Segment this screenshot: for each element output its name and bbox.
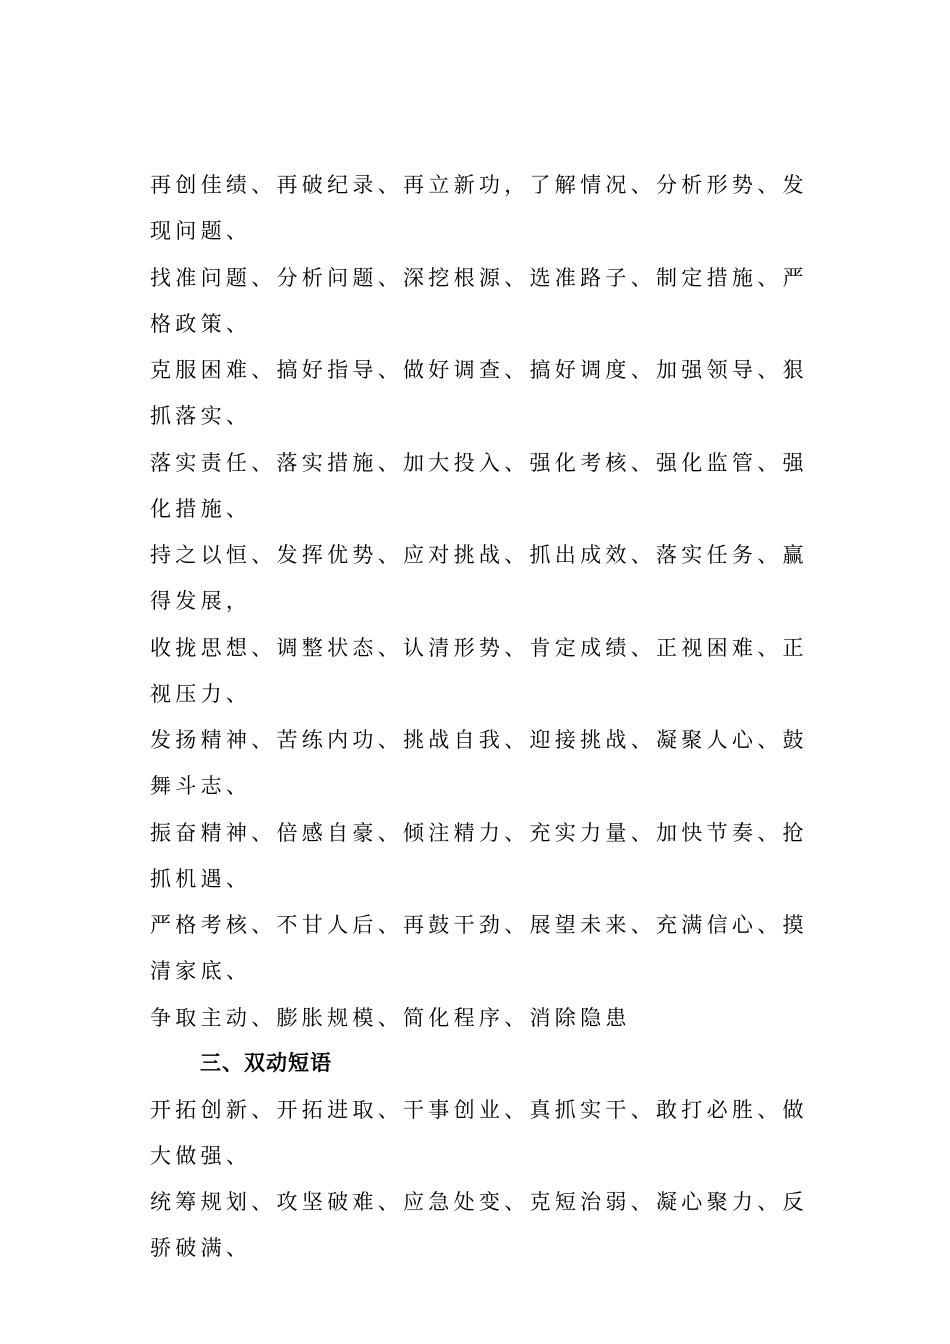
phrase-paragraph-10: 争取主动、膨胀规模、简化程序、消除隐患 <box>150 1006 631 1030</box>
phrase-paragraph-8: 振奋精神、倍感自豪、倾注精力、充实力量、加快节奏、抢抓机遇、 <box>150 821 808 891</box>
phrase-paragraph-7: 发扬精神、苦练内功、挑战自我、迎接挑战、凝聚人心、鼓舞斗志、 <box>150 728 808 798</box>
phrase-paragraph-1: 再创佳绩、再破纪录、再立新功，了解情况、分析形势、发现问题、 <box>150 173 808 243</box>
phrase-paragraph-12: 统筹规划、攻坚破难、应急处变、克短治弱、凝心聚力、反骄破满、 <box>150 1190 808 1260</box>
phrase-paragraph-5: 持之以恒、发挥优势、应对挑战、抓出成效、落实任务、赢得发展， <box>150 543 808 613</box>
phrase-paragraph-9: 严格考核、不甘人后、再鼓干劲、展望未来、充满信心、摸清家底、 <box>150 913 808 983</box>
phrase-paragraph-6: 收拢思想、调整状态、认清形势、肯定成绩、正视困难、正视压力、 <box>150 636 808 706</box>
phrase-paragraph-2: 找准问题、分析问题、深挖根源、选准路子、制定措施、严格政策、 <box>150 266 808 336</box>
phrase-paragraph-4: 落实责任、落实措施、加大投入、强化考核、强化监管、强化措施、 <box>150 451 808 521</box>
phrase-paragraph-3: 克服困难、搞好指导、做好调查、搞好调度、加强领导、狠抓落实、 <box>150 358 808 428</box>
phrase-paragraph-11: 开拓创新、开拓进取、干事创业、真抓实干、敢打必胜、做大做强、 <box>150 1098 808 1168</box>
section-heading: 三、双动短语 <box>200 1051 332 1075</box>
